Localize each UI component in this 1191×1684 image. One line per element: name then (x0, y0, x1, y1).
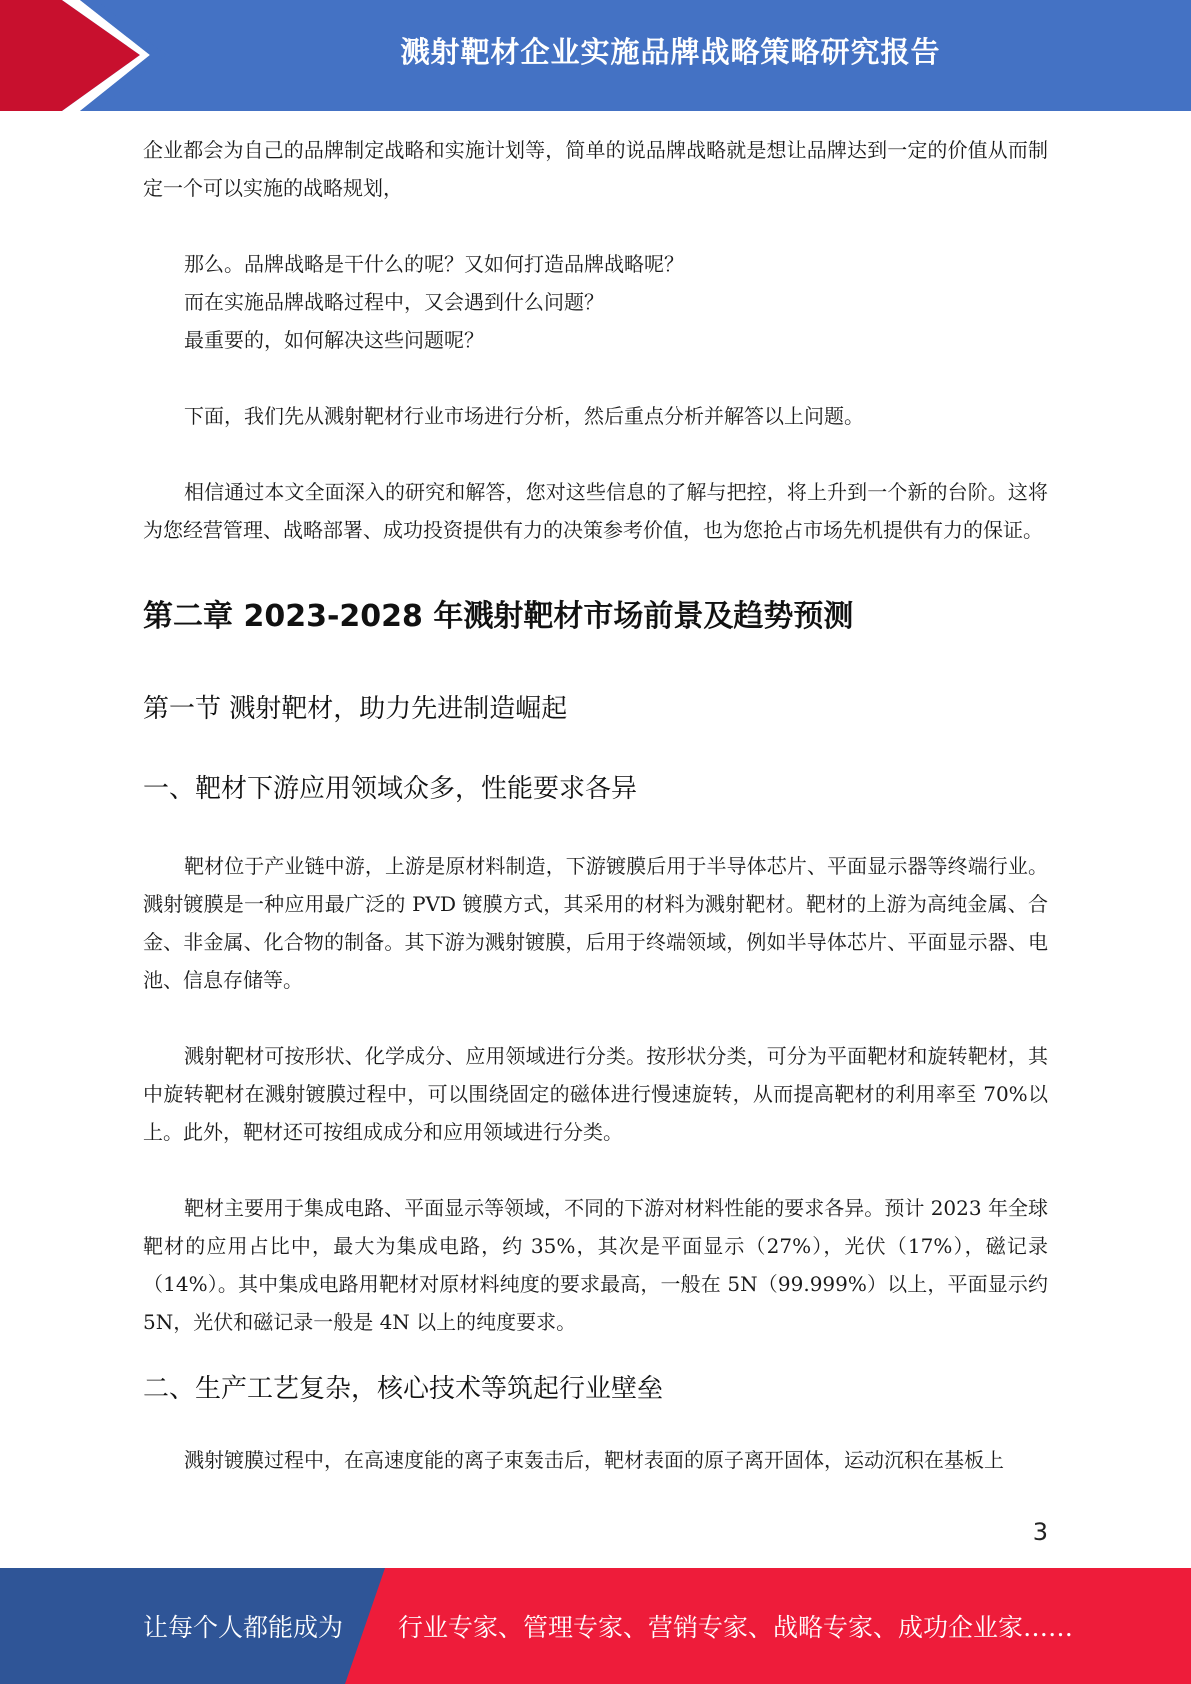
question-line-1: 那么。品牌战略是干什么的呢？又如何打造品牌战略呢？ (184, 252, 684, 276)
header-title: 溅射靶材企业实施品牌战略策略研究报告 (400, 34, 941, 69)
section-title: 第一节 溅射靶材，助力先进制造崛起 (143, 694, 568, 724)
subsection-1-paragraph-1: 靶材位于产业链中游，上游是原材料制造，下游镀膜后用于半导体芯片、平面显示器等终端行业。溅射镀膜是一种应用最广泛的 PVD 镀膜方式，其采用的材料为溅射靶材。靶材的上游为高纯金属、合金、非金属、化合物的制备。其下游为溅射镀膜，后用于终端领域，例如半导体芯片、平面显示器、电池、信息存储等。 (143, 854, 1048, 992)
footer-slogan-right: 行业专家、管理专家、营销专家、战略专家、成功企业家…… (398, 1613, 1074, 1642)
question-line-2: 而在实施品牌战略过程中，又会遇到什么问题？ (184, 290, 604, 314)
belief-paragraph: 相信通过本文全面深入的研究和解答，您对这些信息的了解与把控，将上升到一个新的台阶。这将为您经营管理、战略部署、成功投资提供有力的决策参考价值，也为您抢占市场先机提供有力的保证。 (143, 480, 1048, 542)
intro-paragraph: 企业都会为自己的品牌制定战略和实施计划等，简单的说品牌战略就是想让品牌达到一定的价值从而制定一个可以实施的战略规划， (143, 138, 1048, 200)
subsection-2-paragraph-1: 溅射镀膜过程中，在高速度能的离子束轰击后，靶材表面的原子离开固体，运动沉积在基板上 (184, 1448, 1004, 1472)
next-paragraph: 下面，我们先从溅射靶材行业市场进行分析，然后重点分析并解答以上问题。 (184, 404, 864, 428)
page-number: 3 (1032, 1518, 1048, 1546)
question-line-3: 最重要的，如何解决这些问题呢？ (184, 328, 484, 352)
page-header (0, 0, 1191, 111)
document-body (143, 131, 1048, 1479)
subsection-1-paragraph-3: 靶材主要用于集成电路、平面显示等领域，不同的下游对材料性能的要求各异。预计 2023 年全球靶材的应用占比中，最大为集成电路，约 35%，其次是平面显示（27%），光伏（17%），磁记录（14%）。其中集成电路用靶材对原材料纯度的要求最高，一般在 5N（99.999%）以上，平面显示约 5N，光伏和磁记录一般是 4N 以上的纯度要求。 (143, 1196, 1048, 1334)
subsection-title-2: 二、生产工艺复杂，核心技术等筑起行业壁垒 (143, 1374, 664, 1404)
subsection-1-paragraph-2: 溅射靶材可按形状、化学成分、应用领域进行分类。按形状分类，可分为平面靶材和旋转靶材，其中旋转靶材在溅射镀膜过程中，可以围绕固定的磁体进行慢速旋转，从而提高靶材的利用率至 70%以上。此外，靶材还可按组成成分和应用领域进行分类。 (143, 1044, 1048, 1144)
chapter-title: 第二章 2023-2028 年溅射靶材市场前景及趋势预测 (143, 599, 854, 634)
footer-slogan-left: 让每个人都能成为 (143, 1613, 344, 1642)
page-footer (0, 1568, 1191, 1684)
subsection-title-1: 一、靶材下游应用领域众多，性能要求各异 (143, 774, 638, 804)
